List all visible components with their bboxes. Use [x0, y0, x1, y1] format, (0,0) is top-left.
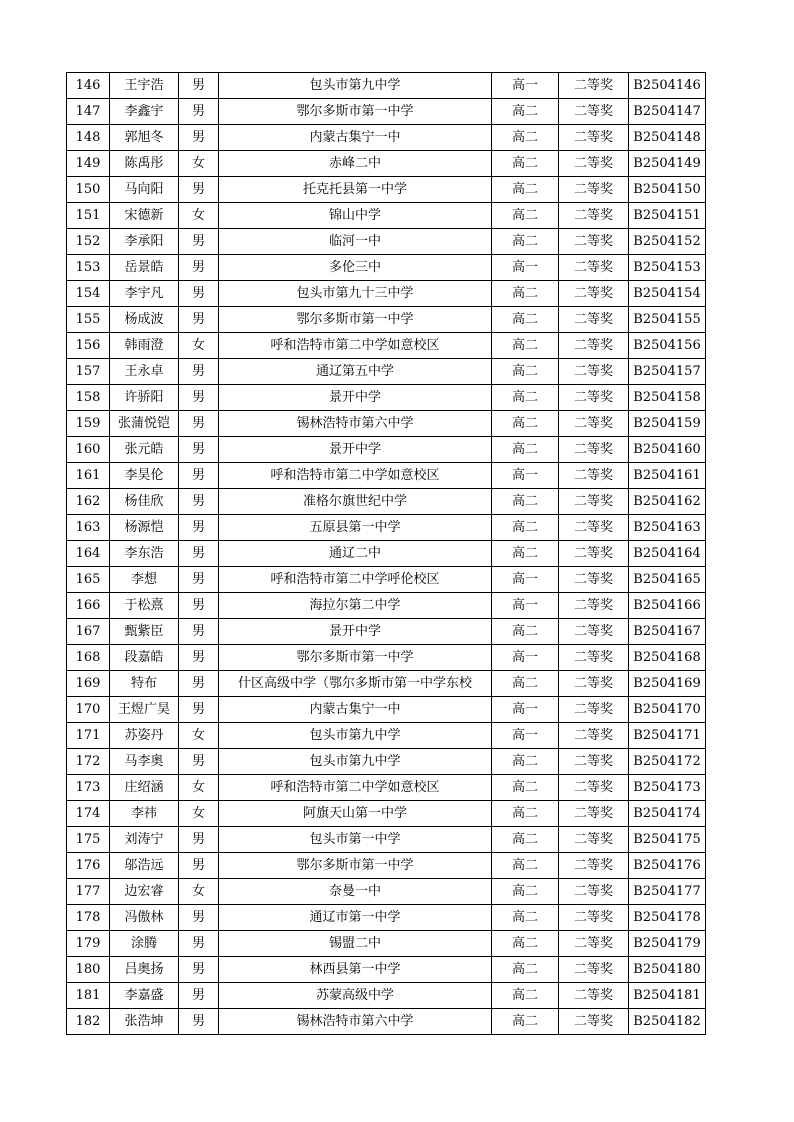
gender-cell: 男: [179, 281, 219, 307]
table-row: [67, 619, 706, 645]
gender-cell: 男: [179, 671, 219, 697]
gender-cell: 男: [179, 307, 219, 333]
table-row: [67, 437, 706, 463]
student-name-cell: 李宇凡: [110, 281, 179, 307]
table-row: [67, 359, 706, 385]
certificate-id-cell: B2504170: [629, 697, 706, 723]
student-name-cell: 李承阳: [110, 229, 179, 255]
gender-cell: 女: [179, 723, 219, 749]
certificate-id-cell: B2504161: [629, 463, 706, 489]
row-number-cell: 150: [67, 177, 110, 203]
student-name-cell: 张蒲悦铠: [110, 411, 179, 437]
student-name-cell: 郭旭冬: [110, 125, 179, 151]
row-number-cell: 146: [67, 73, 110, 99]
certificate-id-cell: B2504176: [629, 853, 706, 879]
student-name-cell: 李祎: [110, 801, 179, 827]
school-name-cell: 景开中学: [219, 385, 492, 411]
grade-cell: 高一: [492, 255, 559, 281]
row-number-cell: 159: [67, 411, 110, 437]
student-name-cell: 张浩坤: [110, 1009, 179, 1035]
award-level-cell: 二等奖: [559, 957, 629, 983]
grade-cell: 高一: [492, 73, 559, 99]
student-name-cell: 边宏睿: [110, 879, 179, 905]
school-name-cell: 临河一中: [219, 229, 492, 255]
school-name-cell: 鄂尔多斯市第一中学: [219, 853, 492, 879]
gender-cell: 男: [179, 411, 219, 437]
gender-cell: 男: [179, 255, 219, 281]
grade-cell: 高一: [492, 567, 559, 593]
school-name-cell: 准格尔旗世纪中学: [219, 489, 492, 515]
award-level-cell: 二等奖: [559, 359, 629, 385]
school-name-cell: 锡林浩特市第六中学: [219, 1009, 492, 1035]
student-name-cell: 宋德新: [110, 203, 179, 229]
gender-cell: 男: [179, 1009, 219, 1035]
gender-cell: 男: [179, 437, 219, 463]
certificate-id-cell: B2504149: [629, 151, 706, 177]
gender-cell: 男: [179, 489, 219, 515]
table-row: [67, 307, 706, 333]
row-number-cell: 181: [67, 983, 110, 1009]
gender-cell: 女: [179, 151, 219, 177]
award-level-cell: 二等奖: [559, 307, 629, 333]
certificate-id-cell: B2504162: [629, 489, 706, 515]
certificate-id-cell: B2504174: [629, 801, 706, 827]
school-name-cell: 通辽二中: [219, 541, 492, 567]
gender-cell: 男: [179, 957, 219, 983]
gender-cell: 男: [179, 73, 219, 99]
table-row: [67, 151, 706, 177]
student-name-cell: 马李奥: [110, 749, 179, 775]
grade-cell: 高二: [492, 827, 559, 853]
student-name-cell: 苏姿丹: [110, 723, 179, 749]
certificate-id-cell: B2504173: [629, 775, 706, 801]
award-level-cell: 二等奖: [559, 723, 629, 749]
award-level-cell: 二等奖: [559, 645, 629, 671]
grade-cell: 高二: [492, 983, 559, 1009]
certificate-id-cell: B2504182: [629, 1009, 706, 1035]
grade-cell: 高二: [492, 749, 559, 775]
school-name-cell: 奈曼一中: [219, 879, 492, 905]
table-row: [67, 931, 706, 957]
row-number-cell: 167: [67, 619, 110, 645]
certificate-id-cell: B2504178: [629, 905, 706, 931]
table-row: [67, 645, 706, 671]
gender-cell: 女: [179, 879, 219, 905]
certificate-id-cell: B2504179: [629, 931, 706, 957]
grade-cell: 高一: [492, 645, 559, 671]
student-name-cell: 李嘉盛: [110, 983, 179, 1009]
row-number-cell: 179: [67, 931, 110, 957]
student-name-cell: 杨佳欣: [110, 489, 179, 515]
table-row: [67, 697, 706, 723]
table-row: [67, 203, 706, 229]
table-row: [67, 723, 706, 749]
table-row: [67, 827, 706, 853]
grade-cell: 高二: [492, 333, 559, 359]
school-name-cell: 鄂尔多斯市第一中学: [219, 307, 492, 333]
table-row: [67, 983, 706, 1009]
school-name-cell: 林西县第一中学: [219, 957, 492, 983]
gender-cell: 男: [179, 541, 219, 567]
grade-cell: 高二: [492, 151, 559, 177]
gender-cell: 女: [179, 333, 219, 359]
row-number-cell: 149: [67, 151, 110, 177]
certificate-id-cell: B2504156: [629, 333, 706, 359]
grade-cell: 高一: [492, 593, 559, 619]
student-name-cell: 庄绍涵: [110, 775, 179, 801]
student-name-cell: 陈禹彤: [110, 151, 179, 177]
award-level-cell: 二等奖: [559, 281, 629, 307]
award-level-cell: 二等奖: [559, 385, 629, 411]
student-name-cell: 李昊伦: [110, 463, 179, 489]
gender-cell: 男: [179, 229, 219, 255]
certificate-id-cell: B2504148: [629, 125, 706, 151]
certificate-id-cell: B2504154: [629, 281, 706, 307]
gender-cell: 男: [179, 177, 219, 203]
certificate-id-cell: B2504163: [629, 515, 706, 541]
certificate-id-cell: B2504158: [629, 385, 706, 411]
row-number-cell: 164: [67, 541, 110, 567]
grade-cell: 高二: [492, 775, 559, 801]
certificate-id-cell: B2504181: [629, 983, 706, 1009]
school-name-cell: 海拉尔第二中学: [219, 593, 492, 619]
row-number-cell: 165: [67, 567, 110, 593]
table-row: [67, 463, 706, 489]
student-name-cell: 李想: [110, 567, 179, 593]
table-row: [67, 775, 706, 801]
grade-cell: 高二: [492, 411, 559, 437]
table-row: [67, 853, 706, 879]
student-name-cell: 王永卓: [110, 359, 179, 385]
award-level-cell: 二等奖: [559, 879, 629, 905]
row-number-cell: 161: [67, 463, 110, 489]
row-number-cell: 160: [67, 437, 110, 463]
school-name-cell: 景开中学: [219, 437, 492, 463]
student-name-cell: 岳景皓: [110, 255, 179, 281]
school-name-cell: 内蒙古集宁一中: [219, 125, 492, 151]
school-name-cell: 呼和浩特市第二中学如意校区: [219, 775, 492, 801]
table-row: [67, 905, 706, 931]
award-level-cell: 二等奖: [559, 229, 629, 255]
gender-cell: 女: [179, 203, 219, 229]
certificate-id-cell: B2504159: [629, 411, 706, 437]
school-name-cell: 通辽市第一中学: [219, 905, 492, 931]
certificate-id-cell: B2504180: [629, 957, 706, 983]
certificate-id-cell: B2504169: [629, 671, 706, 697]
table-row: [67, 515, 706, 541]
school-name-cell: 赤峰二中: [219, 151, 492, 177]
gender-cell: 女: [179, 775, 219, 801]
row-number-cell: 153: [67, 255, 110, 281]
grade-cell: 高二: [492, 1009, 559, 1035]
table-row: [67, 879, 706, 905]
table-row: [67, 73, 706, 99]
gender-cell: 男: [179, 385, 219, 411]
table-row: [67, 411, 706, 437]
table-row: [67, 489, 706, 515]
row-number-cell: 174: [67, 801, 110, 827]
school-name-cell: 鄂尔多斯市第一中学: [219, 645, 492, 671]
school-name-cell: 苏蒙高级中学: [219, 983, 492, 1009]
row-number-cell: 162: [67, 489, 110, 515]
certificate-id-cell: B2504157: [629, 359, 706, 385]
table-row: [67, 957, 706, 983]
school-name-cell: 阿旗天山第一中学: [219, 801, 492, 827]
gender-cell: 女: [179, 801, 219, 827]
award-level-cell: 二等奖: [559, 567, 629, 593]
award-level-cell: 二等奖: [559, 801, 629, 827]
gender-cell: 男: [179, 853, 219, 879]
student-name-cell: 吕奥扬: [110, 957, 179, 983]
row-number-cell: 180: [67, 957, 110, 983]
certificate-id-cell: B2504151: [629, 203, 706, 229]
student-name-cell: 邬浩远: [110, 853, 179, 879]
award-level-cell: 二等奖: [559, 177, 629, 203]
award-list-table: [66, 72, 706, 1035]
row-number-cell: 157: [67, 359, 110, 385]
certificate-id-cell: B2504164: [629, 541, 706, 567]
school-name-cell: 鄂尔多斯市第一中学: [219, 99, 492, 125]
row-number-cell: 166: [67, 593, 110, 619]
grade-cell: 高二: [492, 879, 559, 905]
award-level-cell: 二等奖: [559, 99, 629, 125]
award-level-cell: 二等奖: [559, 671, 629, 697]
school-name-cell: 锡林浩特市第六中学: [219, 411, 492, 437]
certificate-id-cell: B2504152: [629, 229, 706, 255]
grade-cell: 高二: [492, 385, 559, 411]
grade-cell: 高二: [492, 801, 559, 827]
student-name-cell: 于松熹: [110, 593, 179, 619]
gender-cell: 男: [179, 905, 219, 931]
table-row: [67, 801, 706, 827]
award-level-cell: 二等奖: [559, 697, 629, 723]
school-name-cell: 锡盟二中: [219, 931, 492, 957]
student-name-cell: 冯傲林: [110, 905, 179, 931]
award-level-cell: 二等奖: [559, 151, 629, 177]
table-row: [67, 1009, 706, 1035]
grade-cell: 高二: [492, 957, 559, 983]
student-name-cell: 杨成波: [110, 307, 179, 333]
student-name-cell: 张元皓: [110, 437, 179, 463]
certificate-id-cell: B2504150: [629, 177, 706, 203]
row-number-cell: 163: [67, 515, 110, 541]
row-number-cell: 151: [67, 203, 110, 229]
row-number-cell: 154: [67, 281, 110, 307]
award-level-cell: 二等奖: [559, 931, 629, 957]
school-name-cell: 包头市第九中学: [219, 749, 492, 775]
grade-cell: 高二: [492, 515, 559, 541]
award-level-cell: 二等奖: [559, 541, 629, 567]
grade-cell: 高二: [492, 853, 559, 879]
gender-cell: 男: [179, 99, 219, 125]
certificate-id-cell: B2504175: [629, 827, 706, 853]
award-level-cell: 二等奖: [559, 593, 629, 619]
grade-cell: 高二: [492, 541, 559, 567]
table-row: [67, 541, 706, 567]
award-level-cell: 二等奖: [559, 333, 629, 359]
grade-cell: 高二: [492, 671, 559, 697]
award-level-cell: 二等奖: [559, 125, 629, 151]
row-number-cell: 177: [67, 879, 110, 905]
table-row: [67, 125, 706, 151]
gender-cell: 男: [179, 619, 219, 645]
row-number-cell: 175: [67, 827, 110, 853]
award-level-cell: 二等奖: [559, 411, 629, 437]
school-name-cell: 通辽第五中学: [219, 359, 492, 385]
table-row: [67, 177, 706, 203]
table-row: [67, 567, 706, 593]
grade-cell: 高一: [492, 697, 559, 723]
table-row: [67, 385, 706, 411]
student-name-cell: 段嘉皓: [110, 645, 179, 671]
grade-cell: 高二: [492, 99, 559, 125]
award-level-cell: 二等奖: [559, 515, 629, 541]
grade-cell: 高二: [492, 125, 559, 151]
row-number-cell: 168: [67, 645, 110, 671]
award-level-cell: 二等奖: [559, 255, 629, 281]
school-name-cell: 包头市第九十三中学: [219, 281, 492, 307]
award-level-cell: 二等奖: [559, 1009, 629, 1035]
student-name-cell: 刘涛宁: [110, 827, 179, 853]
award-level-cell: 二等奖: [559, 983, 629, 1009]
grade-cell: 高二: [492, 281, 559, 307]
certificate-id-cell: B2504155: [629, 307, 706, 333]
row-number-cell: 152: [67, 229, 110, 255]
row-number-cell: 173: [67, 775, 110, 801]
row-number-cell: 170: [67, 697, 110, 723]
award-level-cell: 二等奖: [559, 463, 629, 489]
certificate-id-cell: B2504146: [629, 73, 706, 99]
gender-cell: 男: [179, 931, 219, 957]
grade-cell: 高二: [492, 489, 559, 515]
table-row: [67, 671, 706, 697]
table-row: [67, 333, 706, 359]
row-number-cell: 147: [67, 99, 110, 125]
school-name-cell: 包头市第一中学: [219, 827, 492, 853]
table-row: [67, 749, 706, 775]
row-number-cell: 182: [67, 1009, 110, 1035]
grade-cell: 高二: [492, 177, 559, 203]
award-level-cell: 二等奖: [559, 619, 629, 645]
grade-cell: 高二: [492, 437, 559, 463]
grade-cell: 高二: [492, 307, 559, 333]
award-level-cell: 二等奖: [559, 437, 629, 463]
student-name-cell: 甄紫臣: [110, 619, 179, 645]
table-row: [67, 593, 706, 619]
row-number-cell: 155: [67, 307, 110, 333]
student-name-cell: 许骄阳: [110, 385, 179, 411]
certificate-id-cell: B2504160: [629, 437, 706, 463]
award-level-cell: 二等奖: [559, 853, 629, 879]
school-name-cell: 锦山中学: [219, 203, 492, 229]
student-name-cell: 杨源恺: [110, 515, 179, 541]
row-number-cell: 169: [67, 671, 110, 697]
award-list-body: [67, 73, 706, 1035]
certificate-id-cell: B2504172: [629, 749, 706, 775]
award-level-cell: 二等奖: [559, 775, 629, 801]
certificate-id-cell: B2504171: [629, 723, 706, 749]
student-name-cell: 特布: [110, 671, 179, 697]
row-number-cell: 148: [67, 125, 110, 151]
gender-cell: 男: [179, 359, 219, 385]
school-name-cell: 五原县第一中学: [219, 515, 492, 541]
table-row: [67, 281, 706, 307]
gender-cell: 男: [179, 645, 219, 671]
award-level-cell: 二等奖: [559, 73, 629, 99]
student-name-cell: 王宇浩: [110, 73, 179, 99]
award-level-cell: 二等奖: [559, 489, 629, 515]
certificate-id-cell: B2504165: [629, 567, 706, 593]
school-name-cell: 包头市第九中学: [219, 73, 492, 99]
student-name-cell: 韩雨澄: [110, 333, 179, 359]
row-number-cell: 172: [67, 749, 110, 775]
certificate-id-cell: B2504177: [629, 879, 706, 905]
row-number-cell: 178: [67, 905, 110, 931]
gender-cell: 男: [179, 463, 219, 489]
award-level-cell: 二等奖: [559, 749, 629, 775]
row-number-cell: 156: [67, 333, 110, 359]
student-name-cell: 王煜广昊: [110, 697, 179, 723]
certificate-id-cell: B2504168: [629, 645, 706, 671]
school-name-cell: 呼和浩特市第二中学如意校区: [219, 333, 492, 359]
grade-cell: 高一: [492, 463, 559, 489]
award-level-cell: 二等奖: [559, 905, 629, 931]
gender-cell: 男: [179, 983, 219, 1009]
gender-cell: 男: [179, 827, 219, 853]
certificate-id-cell: B2504153: [629, 255, 706, 281]
school-name-cell: 托克托县第一中学: [219, 177, 492, 203]
certificate-id-cell: B2504167: [629, 619, 706, 645]
grade-cell: 高二: [492, 619, 559, 645]
school-name-cell: 多伦三中: [219, 255, 492, 281]
school-name-cell: 呼和浩特市第二中学如意校区: [219, 463, 492, 489]
grade-cell: 高二: [492, 229, 559, 255]
school-name-cell: 什区高级中学（鄂尔多斯市第一中学东校: [219, 671, 492, 697]
gender-cell: 男: [179, 749, 219, 775]
student-name-cell: 涂腾: [110, 931, 179, 957]
table-row: [67, 229, 706, 255]
gender-cell: 男: [179, 515, 219, 541]
student-name-cell: 李鑫宇: [110, 99, 179, 125]
school-name-cell: 内蒙古集宁一中: [219, 697, 492, 723]
gender-cell: 男: [179, 567, 219, 593]
student-name-cell: 马向阳: [110, 177, 179, 203]
school-name-cell: 包头市第九中学: [219, 723, 492, 749]
table-row: [67, 99, 706, 125]
row-number-cell: 158: [67, 385, 110, 411]
grade-cell: 高二: [492, 905, 559, 931]
student-name-cell: 李东浩: [110, 541, 179, 567]
gender-cell: 男: [179, 125, 219, 151]
grade-cell: 高二: [492, 203, 559, 229]
gender-cell: 男: [179, 593, 219, 619]
grade-cell: 高一: [492, 723, 559, 749]
grade-cell: 高二: [492, 931, 559, 957]
school-name-cell: 景开中学: [219, 619, 492, 645]
award-level-cell: 二等奖: [559, 827, 629, 853]
table-row: [67, 255, 706, 281]
row-number-cell: 176: [67, 853, 110, 879]
gender-cell: 男: [179, 697, 219, 723]
grade-cell: 高二: [492, 359, 559, 385]
award-level-cell: 二等奖: [559, 203, 629, 229]
certificate-id-cell: B2504166: [629, 593, 706, 619]
row-number-cell: 171: [67, 723, 110, 749]
certificate-id-cell: B2504147: [629, 99, 706, 125]
school-name-cell: 呼和浩特市第二中学呼伦校区: [219, 567, 492, 593]
